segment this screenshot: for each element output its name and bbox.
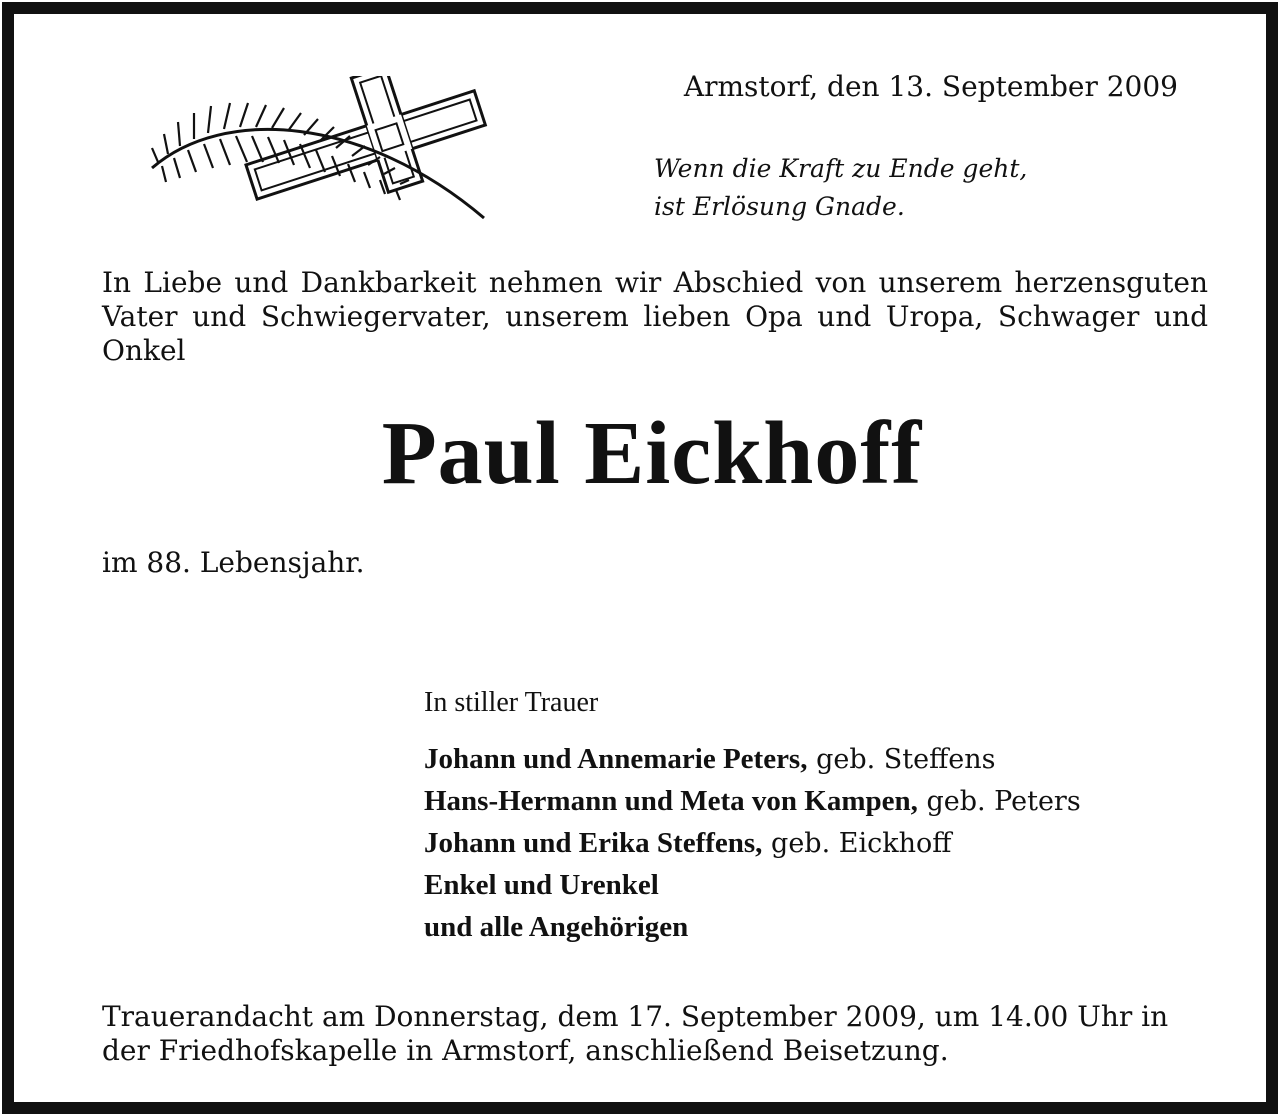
mourner-entry (424, 906, 1081, 948)
deceased-name: Paul Eickhoff (381, 404, 923, 503)
mourner-names: Johann und Annemarie Peters, (424, 743, 808, 775)
date-line: Armstorf, den 13. September 2009 (683, 70, 1178, 103)
mourner-names: Hans-Hermann und Meta von Kampen, (424, 785, 918, 817)
intro-text: In Liebe und Dankbarkeit nehmen wir Abschied von unserem herzensguten Vater und Schwiegervater, unserem lieben Opa und Uropa, Schwager und Onkel (102, 266, 1208, 367)
verse-line: ist Erlösung Gnade. (654, 192, 905, 221)
mourner-entry (424, 864, 1081, 906)
mourner-birth-name: geb. Eickhoff (771, 828, 952, 859)
age-line: im 88. Lebensjahr. (102, 546, 365, 579)
mourner-names: und alle Angehörigen (424, 911, 689, 943)
mourners-list (424, 738, 1081, 948)
mourner-birth-name: geb. Peters (926, 786, 1081, 817)
mourner-entry (424, 822, 1081, 864)
mourner-names: Enkel und Urenkel (424, 869, 659, 901)
verse (654, 150, 1027, 226)
service-info: Trauerandacht am Donnerstag, dem 17. September 2009, um 14.00 Uhr in der Friedhofskapelle in Armstorf, anschließend Beisetzung. (102, 1000, 1169, 1067)
obituary-frame (2, 2, 1278, 1114)
cross-with-palm-branch-icon (144, 76, 500, 226)
mourner-entry (424, 738, 1081, 780)
mourning-heading: In stiller Trauer (424, 687, 599, 718)
mourner-birth-name: geb. Steffens (816, 744, 996, 775)
verse-line: Wenn die Kraft zu Ende geht, (654, 154, 1028, 183)
mourner-entry (424, 780, 1081, 822)
mourner-names: Johann und Erika Steffens, (424, 827, 763, 859)
